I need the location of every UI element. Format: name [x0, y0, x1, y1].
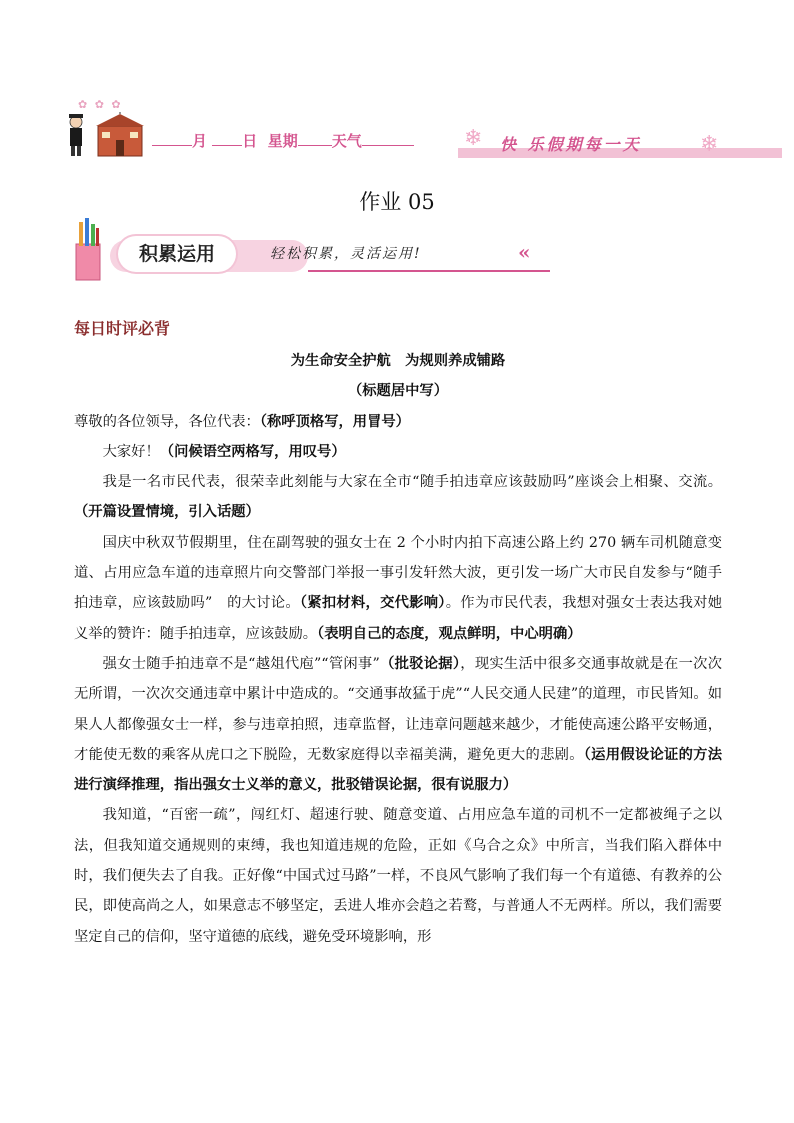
essay-paragraph-4: 我知道，“百密一疏”，闯红灯、超速行驶、随意变道、占用应急车道的司机不一定都被绳子之以法，但我知道交通规则的束缚，我也知道违规的危险，正如《乌合之众》中所言，当我们陷入群体中时，我们便失去了自我。正好像“中国式过马路”一样，不良风气影响了我们每一个有道德、有教养的公民，即使高尚之人，如果意志不够坚定，丢进人堆亦会趋之若鹜，与普通人不无两样。所以，我们需要坚定自己的信仰，坚守道德的底线，避免受环境影响，形 — [74, 807, 722, 945]
snowflake-icon: ❄ — [700, 132, 719, 157]
paragraph-text: ，现实生活中很多交通事故就是在一次次无所谓，一次次交通违章中累计中造成的。“交通事故猛于虎”“人民交通人民建”的道理，市民皆知。如果人人都像强女士一样，参与违章拍照，违章监督，让违章问题越来越少，才能使高速公路平安畅通，才能使无数的乘客从虎口之下脱险，无数家庭得以幸福美满，避免更大的悲剧。 — [74, 655, 723, 763]
greeting-text: 尊敬的各位领导，各位代表： — [74, 413, 260, 430]
essay-paragraph-1 — [74, 467, 722, 528]
essay-salute — [74, 437, 722, 467]
essay-paragraph-2 — [74, 528, 722, 649]
day-label: 日 — [242, 132, 258, 150]
banner-underline — [308, 270, 550, 272]
page-header — [0, 92, 794, 172]
weekday-blank[interactable] — [298, 131, 332, 146]
page-title: 作业 05 — [359, 190, 435, 214]
paragraph-text: 国庆中秋双节假期里，住在副驾驶的强女士在 2 个小时内拍下高速公路上约 270 辆车司机随意变道、占用应急车道的违章照片向交警部门举报一事引发轩然大波，更引发一场广大市民自发参与“随手拍违章，应该鼓励吗” 的大讨论。 — [74, 534, 722, 612]
salute-text: 大家好！ — [102, 443, 160, 460]
paragraph-text: 强女士随手拍违章不是“越俎代庖”“管闲事” — [102, 655, 380, 672]
snowflake-icon: ❄ — [464, 126, 483, 151]
paragraph-note: （表明自己的态度，观点鲜明，中心明确） — [317, 625, 582, 642]
weather-blank[interactable] — [362, 131, 414, 146]
paragraph-text: 我是一名市民代表，很荣幸此刻能与大家在全市“随手拍违章应该鼓励吗”座谈会上相聚、交流。 — [102, 474, 722, 491]
section-heading: 每日时评必背 — [74, 319, 171, 338]
double-left-arrow-icon: « — [518, 240, 531, 264]
essay-body — [74, 346, 722, 952]
essay-title: 为生命安全护航 为规则养成铺路 — [290, 353, 506, 369]
greeting-note: （称呼顶格写，用冒号） — [259, 413, 410, 430]
weather-label: 天气 — [331, 132, 362, 150]
student-and-school-icon — [64, 112, 146, 158]
banner-subtitle: 轻松积累，灵活运用! — [270, 246, 422, 262]
paragraph-note: （批驳论据） — [379, 655, 461, 672]
salute-note: （问候语空两格写，用叹号） — [159, 443, 346, 460]
paragraph-note: （紧扣材料，交代影响） — [299, 595, 446, 612]
date-weather-fields — [152, 130, 414, 151]
pencil-cup-icon — [70, 218, 106, 282]
flower-decoration-icon: ✿ ✿ ✿ — [78, 98, 123, 111]
day-blank[interactable] — [212, 131, 242, 146]
essay-greeting — [74, 407, 722, 437]
month-label: 月 — [192, 132, 208, 150]
paragraph-note: （开篇设置情境，引入话题） — [74, 504, 260, 521]
month-blank[interactable] — [152, 131, 192, 146]
essay-title-note: （标题居中写） — [347, 383, 449, 400]
essay-paragraph-3 — [74, 649, 722, 800]
weekday-label: 星期 — [267, 132, 298, 150]
paragraph-note: （运用假设论证的方法进行演绎推理，指出强女士义举的意义，批驳错误论据，很有说服力） — [74, 746, 722, 794]
paragraph-text: 。作为市民代表，我想对强女士表达我对她义举的赞许：随手拍违章，应该鼓励。 — [74, 595, 723, 642]
header-slogan: 快 乐假期每一天 — [500, 135, 642, 154]
section-banner — [70, 218, 531, 284]
banner-badge: 积累运用 — [118, 236, 236, 272]
